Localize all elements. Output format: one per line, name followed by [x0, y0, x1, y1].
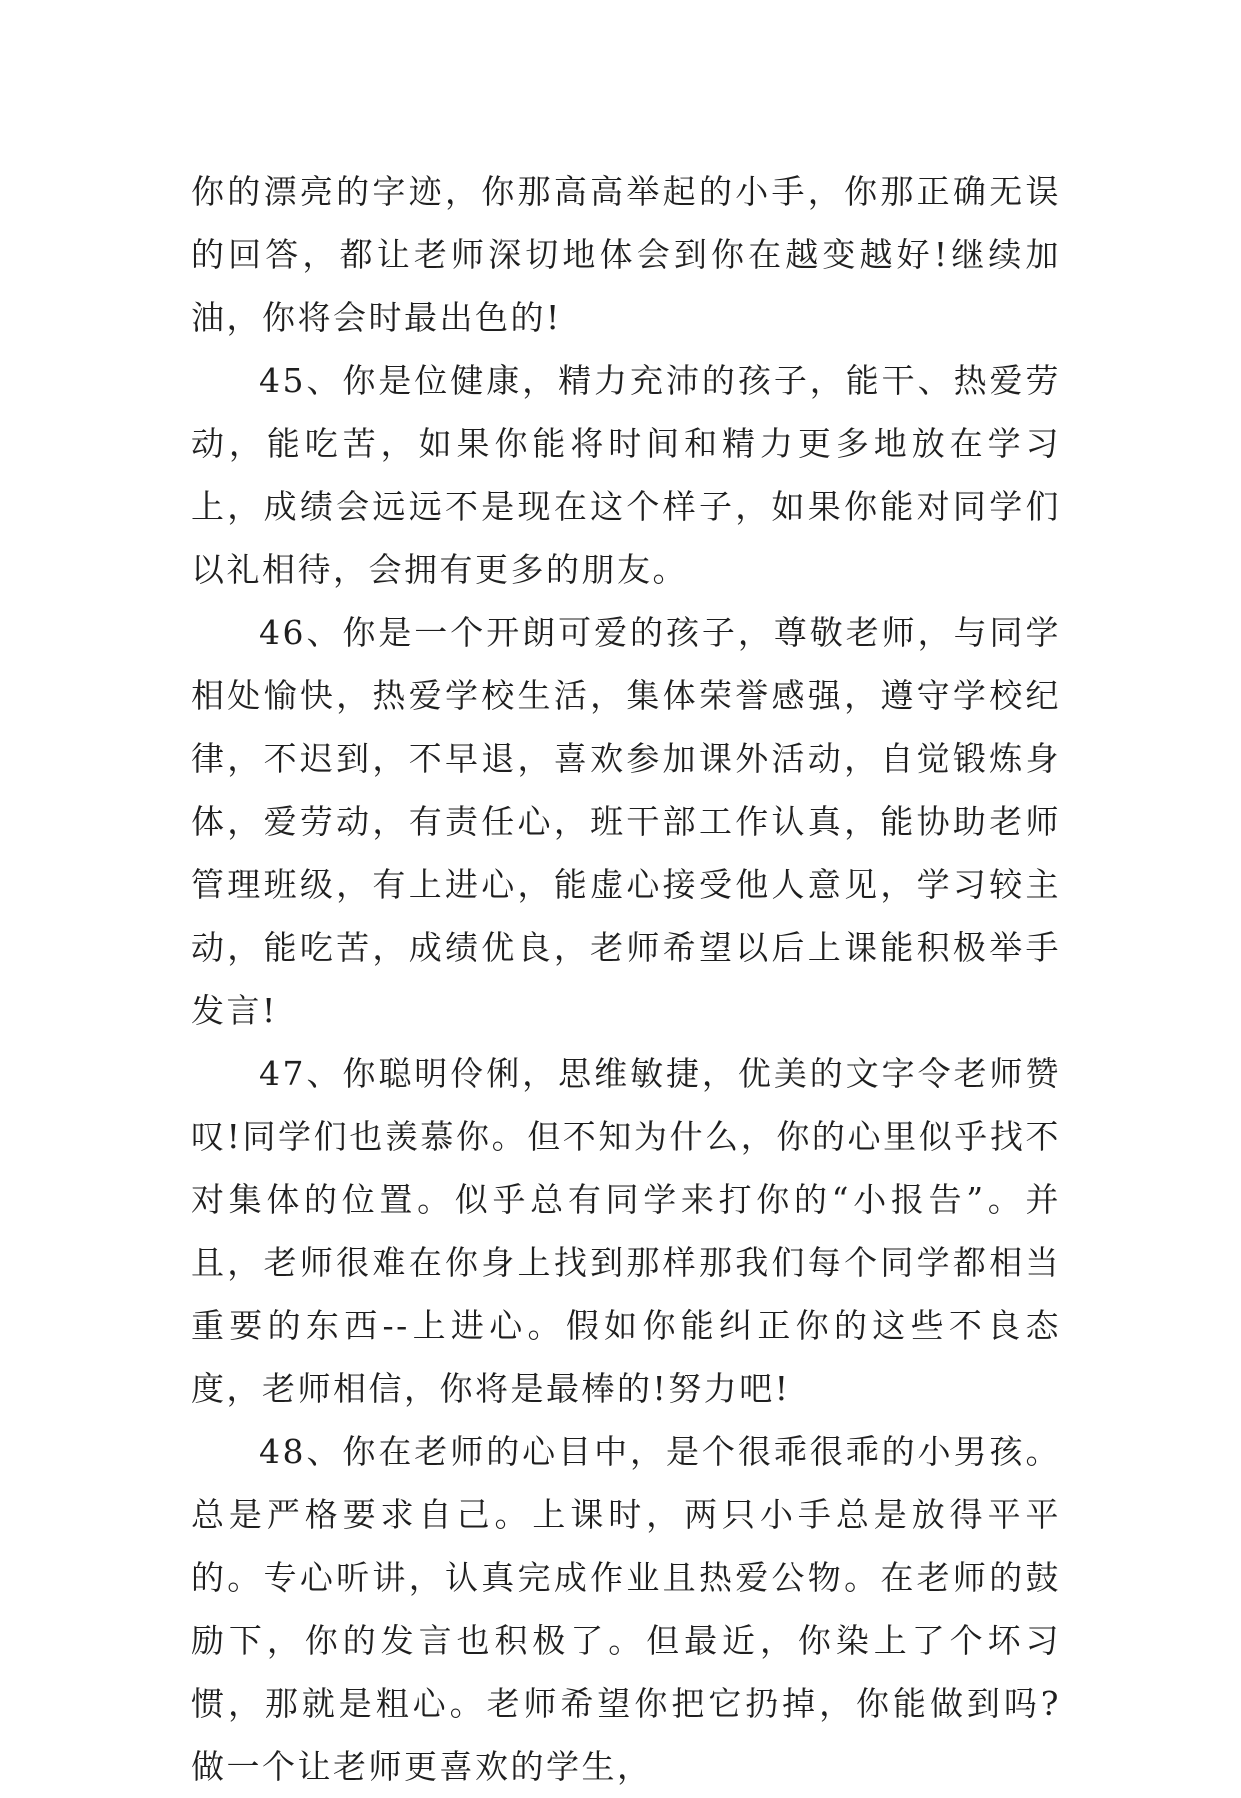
paragraph-48: 48、你在老师的心目中，是个很乖很乖的小男孩。总是严格要求自己。上课时，两只小手总是放得平平的。专心听讲，认真完成作业且热爱公物。在老师的鼓励下，你的发言也积极了。但最近，你染上了个坏习惯，那就是粗心。老师希望你把它扔掉，你能做到吗?做一个让老师更喜欢的学生， [191, 1432, 1061, 1786]
paragraph-continuation: 你的漂亮的字迹，你那高高举起的小手，你那正确无误的回答，都让老师深切地体会到你在越变越好!继续加油，你将会时最出色的! [191, 172, 1061, 337]
paragraph-47: 47、你聪明伶俐，思维敏捷，优美的文字令老师赞叹!同学们也羡慕你。但不知为什么，你的心里似乎找不对集体的位置。似乎总有同学来打你的“小报告”。并且，老师很难在你身上找到那样那我们每个同学都相当重要的东西--上进心。假如你能纠正你的这些不良态度，老师相信，你将是最棒的!努力吧! [191, 1054, 1061, 1408]
paragraph-46: 46、你是一个开朗可爱的孩子，尊敬老师，与同学相处愉快，热爱学校生活，集体荣誉感强，遵守学校纪律，不迟到，不早退，喜欢参加课外活动，自觉锻炼身体，爱劳动，有责任心，班干部工作认真，能协助老师管理班级，有上进心，能虚心接受他人意见，学习较主动，能吃苦，成绩优良，老师希望以后上课能积极举手发言! [191, 613, 1061, 1030]
paragraph-45: 45、你是位健康，精力充沛的孩子，能干、热爱劳动，能吃苦，如果你能将时间和精力更多地放在学习上，成绩会远远不是现在这个样子，如果你能对同学们以礼相待，会拥有更多的朋友。 [191, 361, 1061, 589]
document-body [191, 160, 1061, 1798]
